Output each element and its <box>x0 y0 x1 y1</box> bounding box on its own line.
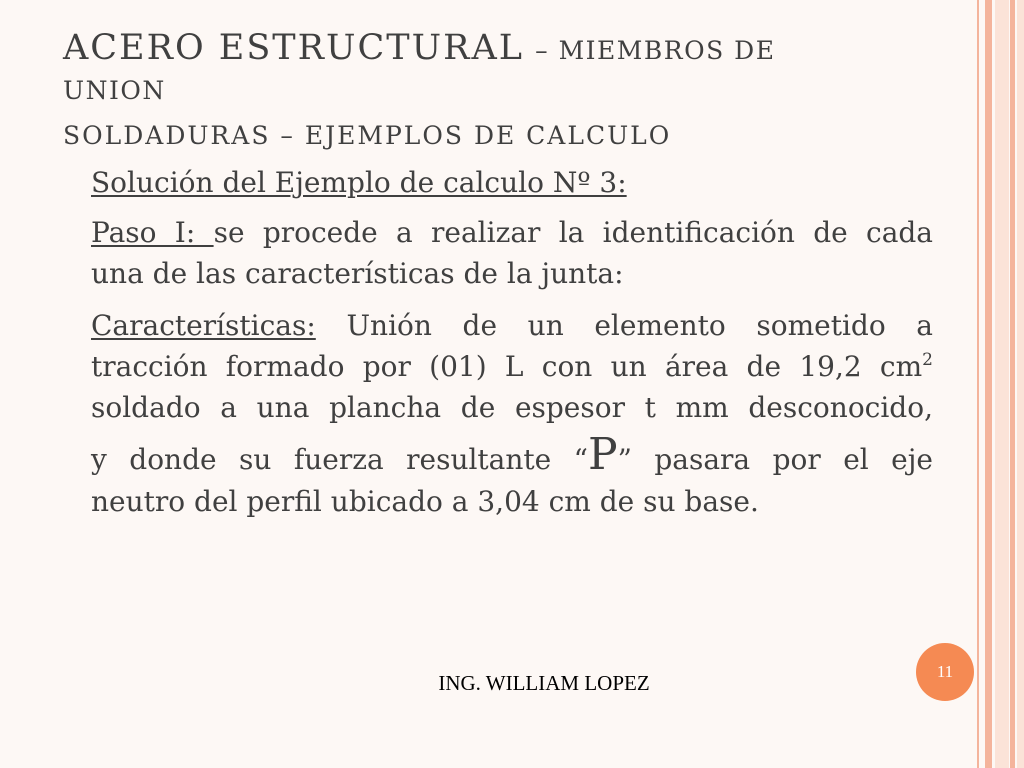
decorative-stripe <box>1010 0 1015 768</box>
force-symbol: P <box>588 429 618 480</box>
body-line <box>91 428 933 481</box>
decorative-stripe <box>1017 0 1024 768</box>
body-text: una de las características de la junta: <box>91 257 624 290</box>
body-line <box>91 212 933 253</box>
decorative-stripe <box>985 0 992 768</box>
solution-heading-text: Solución del Ejemplo de calculo Nº 3: <box>91 166 627 199</box>
superscript: 2 <box>922 350 933 370</box>
body-line <box>91 387 933 428</box>
body-line <box>91 346 933 387</box>
decorative-stripe <box>995 0 1009 768</box>
page-number-badge <box>916 643 974 701</box>
solution-heading <box>91 162 933 203</box>
body-text: ” pasara por el eje <box>617 443 933 476</box>
footer-author: ING. WILLIAM LOPEZ <box>438 671 650 695</box>
body-text: neutro del perfil ubicado a 3,04 cm de su base. <box>91 485 759 518</box>
body-line <box>91 253 933 294</box>
body-text: Unión de un elemento sometido a <box>346 309 933 342</box>
slide-subtitle: SOLDADURAS – EJEMPLOS DE CALCULO <box>63 121 672 150</box>
paso-paragraph <box>91 212 933 294</box>
caracteristicas-paragraph <box>91 305 933 522</box>
body-text: tracción formado por (01) L con un área de 19,2 cm <box>91 350 923 383</box>
slide-title-small: – MIEMBROS DE <box>535 36 776 65</box>
slide-title <box>63 26 943 73</box>
body-line <box>91 481 933 522</box>
caracteristicas-label: Características: <box>91 309 316 342</box>
body-text: se procede a realizar la identificación de cada <box>213 216 934 249</box>
body-line <box>91 305 933 346</box>
slide-title-main: ACERO ESTRUCTURAL <box>63 28 524 68</box>
page-number: 11 <box>936 662 954 681</box>
slide-title-continuation: UNION <box>63 76 166 105</box>
decorative-stripe <box>977 0 979 768</box>
body-text: soldado a una plancha de espesor t mm desconocido, <box>91 391 933 424</box>
paso-label: Paso I: <box>91 216 214 249</box>
body-text: y donde su fuerza resultante “ <box>91 443 588 476</box>
